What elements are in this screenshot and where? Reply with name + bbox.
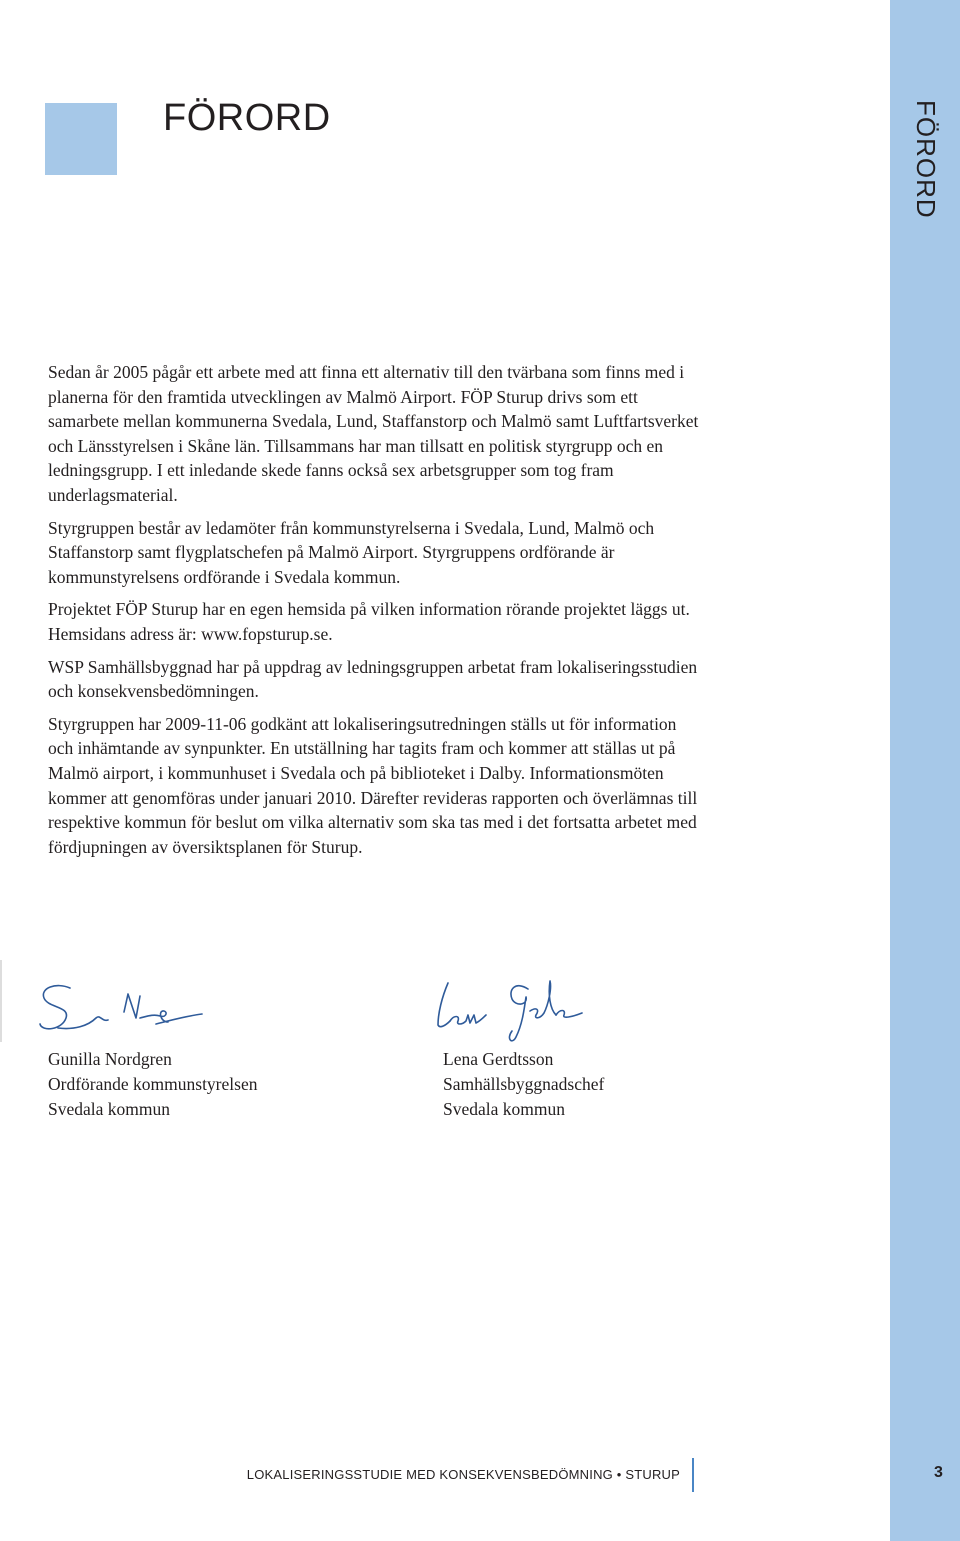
paragraph: Sedan år 2005 pågår ett arbete med att finna ett alternativ till den tvärbana som finns med i planerna för den framtida utvecklingen av Malmö Airport. FÖP Sturup drivs som ett samarbete mellan kommunerna Svedala, Lund, Staffanstorp och Malmö samt Luftfartsverket och Länsstyrelsen i Skåne län. Tillsammans har man tillsatt en politisk styrgrupp och en ledningsgrupp. I ett inledande skede fanns också sex arbetsgrupper som tog fram underlagsmaterial. — [48, 362, 699, 505]
paragraph: Styrgruppen består av ledamöter från kommunstyrelserna i Svedala, Lund, Malmö och Staffanstorp samt flygplatschefen på Malmö Airport. Styrgruppens ordförande är kommunstyrelsens ordförande i Svedala kommun. — [48, 517, 655, 587]
signature-block-right — [443, 1047, 604, 1122]
paragraph: Styrgruppen har 2009-11-06 godkänt att lokaliseringsutredningen ställs ut för information och inhämtande av synpunkter. En utställning har tagits fram och kommer att ställas ut på Malmö airport, i kommunhuset i Svedala och på biblioteket i Dalby. Informationsmöten kommer att genomföras under januari 2010. Därefter revideras rapporten och överlämnas till respektive kommun för beslut om vilka alternativ som ska tas med i det fortsatta arbetet med fördjupningen av översiktsplanen för Sturup. — [48, 713, 698, 857]
page-number: 3 — [934, 1464, 943, 1481]
margin-rule — [0, 960, 2, 1042]
page-heading: FÖRORD — [163, 97, 331, 139]
side-section-title: FÖRORD — [911, 100, 941, 219]
signatory-title: Ordförande kommunstyrelsen — [48, 1074, 258, 1094]
footer-divider — [692, 1458, 694, 1492]
signatory-name: Gunilla Nordgren — [48, 1049, 172, 1069]
signatory-title: Samhällsbyggnadschef — [443, 1074, 605, 1094]
heading-accent-square — [45, 103, 117, 175]
signature-image-left — [36, 978, 216, 1040]
side-color-strip — [890, 0, 960, 1541]
paragraph: WSP Samhällsbyggnad har på uppdrag av ledningsgruppen arbetat fram lokaliseringsstudien och konsekvensbedömningen. — [48, 656, 698, 702]
signatory-organization: Svedala kommun — [48, 1099, 170, 1119]
footer-document-title: LOKALISERINGSSTUDIE MED KONSEKVENSBEDÖMNING • STURUP — [246, 1467, 680, 1482]
signature-image-right — [432, 975, 602, 1047]
signature-block-left — [48, 1047, 257, 1122]
signatory-name: Lena Gerdtsson — [443, 1049, 554, 1069]
body-text — [48, 360, 700, 867]
signatory-organization: Svedala kommun — [443, 1099, 565, 1119]
paragraph: Projektet FÖP Sturup har en egen hemsida på vilken information rörande projektet läggs ut. Hemsidans adress är: www.fopsturup.se. — [48, 599, 690, 644]
